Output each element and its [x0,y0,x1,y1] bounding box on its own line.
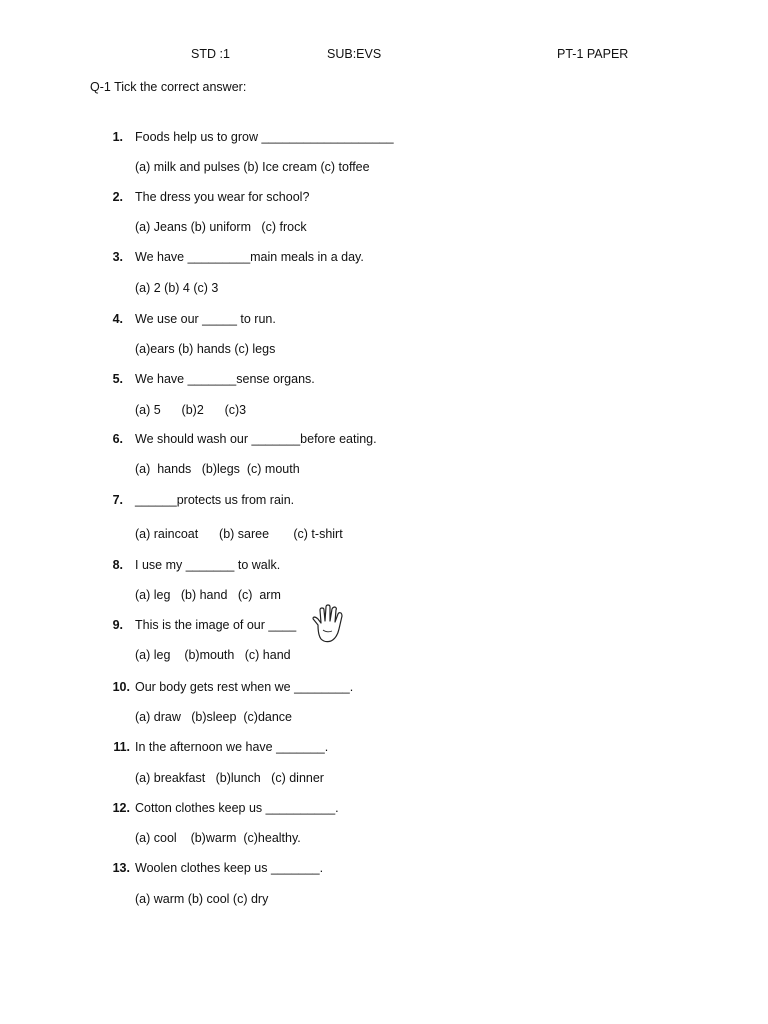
instruction: Q-1 Tick the correct answer: [90,80,247,94]
question-text: We have _________main meals in a day. [135,250,364,264]
question-text: We use our _____ to run. [135,312,276,326]
header-std: STD :1 [191,47,230,61]
question-number: 11. [113,740,130,754]
question-number: 13. [112,861,130,875]
hand-outline-icon [309,604,347,644]
question-options: (a) leg (b)mouth (c) hand [135,648,291,662]
header-subject: SUB:EVS [327,47,382,61]
question-number: 2. [112,190,123,204]
question-options: (a) cool (b)warm (c)healthy. [135,831,301,845]
question-options: (a) raincoat (b) saree (c) t-shirt [135,527,343,541]
question-text: We should wash our _______before eating. [135,432,377,446]
question-text: In the afternoon we have _______. [135,740,329,754]
question-options: (a) leg (b) hand (c) arm [135,588,281,602]
question-options: (a) 2 (b) 4 (c) 3 [135,281,219,295]
question-number: 1. [112,130,123,144]
question-text: We have _______sense organs. [135,372,315,386]
question-number: 6. [112,432,123,446]
question-number: 3. [112,250,123,264]
question-number: 9. [112,618,123,632]
question-text: Our body gets rest when we ________. [135,680,354,694]
question-number: 12. [112,801,130,815]
question-text: ______protects us from rain. [135,493,295,507]
question-text: Woolen clothes keep us _______. [135,861,324,875]
question-options: (a) draw (b)sleep (c)dance [135,710,293,724]
question-number: 8. [112,558,123,572]
question-options: (a) breakfast (b)lunch (c) dinner [135,771,324,785]
question-options: (a) milk and pulses (b) Ice cream (c) toffee [135,160,370,174]
question-text: This is the image of our ____ [135,618,297,632]
question-text: Cotton clothes keep us __________. [135,801,339,815]
question-number: 4. [112,312,123,326]
question-text: The dress you wear for school? [135,190,310,204]
question-options: (a) 5 (b)2 (c)3 [135,403,247,417]
question-options: (a)ears (b) hands (c) legs [135,342,276,356]
header-paper: PT-1 PAPER [557,47,629,61]
question-number: 10. [112,680,130,694]
question-number: 7. [112,493,123,507]
question-number: 5. [112,372,123,386]
question-options: (a) Jeans (b) uniform (c) frock [135,220,307,234]
question-options: (a) hands (b)legs (c) mouth [135,462,300,476]
question-options: (a) warm (b) cool (c) dry [135,892,269,906]
question-text: I use my _______ to walk. [135,558,281,572]
question-text: Foods help us to grow ___________________ [135,130,394,144]
